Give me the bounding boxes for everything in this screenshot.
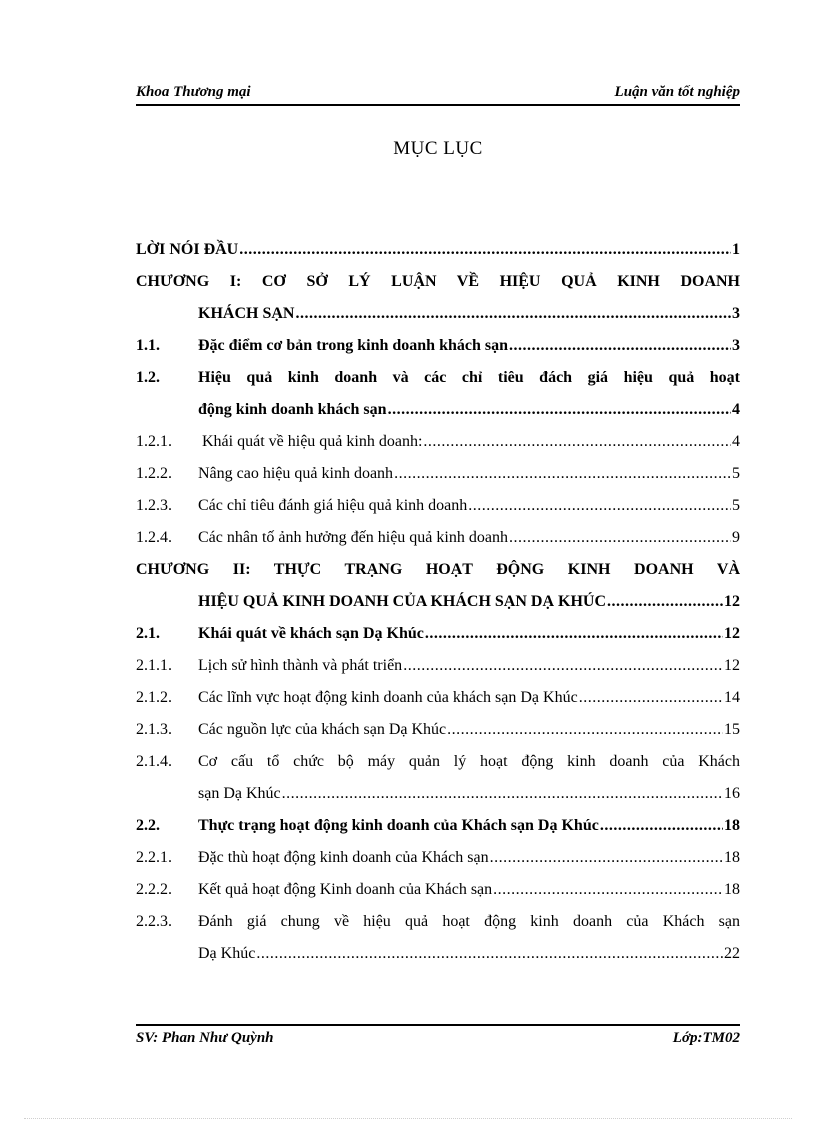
toc-entry-number: 2.2.3. xyxy=(136,913,172,930)
toc-entry-number: 1.2.2. xyxy=(136,465,172,482)
toc-entry[interactable] xyxy=(136,362,740,426)
toc-page-number: 22 xyxy=(724,945,740,962)
toc-entry-title: Đặc điểm cơ bản trong kinh doanh khách sạn xyxy=(198,337,508,354)
toc-page-number: 3 xyxy=(732,337,740,354)
toc-entry-title: Nâng cao hiệu quả kinh doanh xyxy=(198,465,394,482)
toc-dot-leader xyxy=(256,938,723,970)
toc-entry[interactable] xyxy=(136,618,740,650)
toc-page-number: 4 xyxy=(732,401,740,418)
toc-entry-number: 2.1.3. xyxy=(136,721,172,738)
toc-entry[interactable] xyxy=(136,426,740,458)
toc-dot-leader xyxy=(509,522,731,554)
toc-page-number: 5 xyxy=(732,497,740,514)
toc-dot-leader xyxy=(468,490,731,522)
page-title: MỤC LỤC xyxy=(393,138,483,159)
footer-class: Lớp:TM02 xyxy=(672,1030,740,1046)
toc-page-number: 14 xyxy=(724,689,740,706)
toc-dot-leader xyxy=(607,586,723,618)
toc-dot-leader xyxy=(282,778,723,810)
toc-entry-number: 1.2.1. xyxy=(136,433,172,450)
toc-entry-number: 2.1.1. xyxy=(136,657,172,674)
toc-entry-number: 1.1. xyxy=(136,337,160,354)
page-header xyxy=(136,82,740,104)
toc-entry[interactable] xyxy=(136,810,740,842)
toc-entry[interactable] xyxy=(136,490,740,522)
toc-page-number: 16 xyxy=(724,785,740,802)
toc-entry[interactable] xyxy=(136,906,740,970)
toc-dot-leader xyxy=(403,650,723,682)
toc-dot-leader xyxy=(425,618,723,650)
toc-entry-number: 2.2. xyxy=(136,817,160,834)
toc-entry[interactable] xyxy=(136,522,740,554)
toc-page-number: 9 xyxy=(732,529,740,546)
toc-entry-title: Dạ Khúc xyxy=(198,945,256,962)
toc-dot-leader xyxy=(423,426,731,458)
toc-dot-leader xyxy=(394,458,731,490)
toc-page-number: 15 xyxy=(724,721,740,738)
page-edge xyxy=(24,1118,792,1119)
header-rule xyxy=(136,104,740,106)
toc-dot-leader xyxy=(447,714,723,746)
footer-student: SV: Phan Như Quỳnh xyxy=(136,1030,274,1046)
header-faculty: Khoa Thương mại xyxy=(136,84,251,100)
toc-entry-title: Đánh giá chung về hiệu quả hoạt động kinh doanh của Khách sạn xyxy=(198,913,740,930)
toc-entry-title: CHƯƠNG II: THỰC TRẠNG HOẠT ĐỘNG KINH DOANH VÀ xyxy=(136,561,740,578)
toc-entry-title: CHƯƠNG I: CƠ SỞ LÝ LUẬN VỀ HIỆU QUẢ KINH DOANH xyxy=(136,273,740,290)
toc-entry-title: Đặc thù hoạt động kinh doanh của Khách sạn xyxy=(198,849,489,866)
toc-entry-title: sạn Dạ Khúc xyxy=(198,785,281,802)
toc-entry[interactable] xyxy=(136,234,740,266)
toc-entry-number: 1.2.4. xyxy=(136,529,172,546)
toc-entry-number: 2.2.1. xyxy=(136,849,172,866)
toc-entry[interactable] xyxy=(136,842,740,874)
toc-entry-title: HIỆU QUẢ KINH DOANH CỦA KHÁCH SẠN DẠ KHÚC xyxy=(198,593,607,610)
toc-entry[interactable] xyxy=(136,682,740,714)
toc-entry[interactable] xyxy=(136,714,740,746)
toc-entry-title: Các lĩnh vực hoạt động kinh doanh của khách sạn Dạ Khúc xyxy=(198,689,578,706)
toc-entry-title: Các chỉ tiêu đánh giá hiệu quả kinh doanh xyxy=(198,497,468,514)
toc-entry-title: Hiệu quả kinh doanh và các chỉ tiêu đách giá hiệu quả hoạt xyxy=(198,369,740,386)
toc-entry-number: 2.1.2. xyxy=(136,689,172,706)
toc-entry[interactable] xyxy=(136,650,740,682)
toc-entry[interactable] xyxy=(136,746,740,810)
toc-page-number: 18 xyxy=(724,849,740,866)
toc-entry-number: 2.1.4. xyxy=(136,753,172,770)
footer-rule xyxy=(136,1024,740,1026)
toc-entry-number: 1.2.3. xyxy=(136,497,172,514)
toc-entry-number: 2.1. xyxy=(136,625,160,642)
toc-entry[interactable] xyxy=(136,458,740,490)
toc-dot-leader xyxy=(490,842,723,874)
toc-entry-number: 2.2.2. xyxy=(136,881,172,898)
toc-page-number: 12 xyxy=(724,625,740,642)
toc-page-number: 1 xyxy=(732,241,740,258)
toc-entry[interactable] xyxy=(136,330,740,362)
toc-dot-leader xyxy=(600,810,723,842)
toc-page-number: 12 xyxy=(724,593,740,610)
toc-entry-title: Các nhân tố ảnh hưởng đến hiệu quả kinh doanh xyxy=(198,529,508,546)
toc-dot-leader xyxy=(579,682,723,714)
toc-entry[interactable] xyxy=(136,266,740,330)
toc-entry-title: động kinh doanh khách sạn xyxy=(198,401,387,418)
toc-page-number: 3 xyxy=(732,305,740,322)
toc-entry-title: Thực trạng hoạt động kinh doanh của Khách sạn Dạ Khúc xyxy=(198,817,599,834)
toc-entry[interactable] xyxy=(136,554,740,618)
page-footer xyxy=(136,1030,740,1052)
toc-entry-title: Khái quát về khách sạn Dạ Khúc xyxy=(198,625,424,642)
toc-dot-leader xyxy=(509,330,731,362)
toc-entry-title: LỜI NÓI ĐẦU xyxy=(136,241,239,258)
toc-entry-title: Cơ cấu tổ chức bộ máy quản lý hoạt động kinh doanh của Khách xyxy=(198,753,740,770)
toc-entry-title: Kết quả hoạt động Kinh doanh của Khách sạn xyxy=(198,881,493,898)
toc-page-number: 18 xyxy=(724,881,740,898)
toc-dot-leader xyxy=(239,234,731,266)
toc-entry-title: Khái quát về hiệu quả kinh doanh: xyxy=(198,433,423,450)
toc-page-number: 18 xyxy=(724,817,740,834)
toc-dot-leader xyxy=(388,394,731,426)
toc-page-number: 5 xyxy=(732,465,740,482)
toc-page-number: 12 xyxy=(724,657,740,674)
toc-entry-title: Các nguồn lực của khách sạn Dạ Khúc xyxy=(198,721,447,738)
toc-entry-title: KHÁCH SẠN xyxy=(198,305,295,322)
header-doc-type: Luận văn tốt nghiệp xyxy=(614,84,740,100)
toc-entry-number: 1.2. xyxy=(136,369,160,386)
toc-dot-leader xyxy=(295,298,731,330)
toc-page-number: 4 xyxy=(732,433,740,450)
toc-entry-title: Lịch sử hình thành và phát triển xyxy=(198,657,403,674)
toc-entry[interactable] xyxy=(136,874,740,906)
toc-dot-leader xyxy=(493,874,723,906)
